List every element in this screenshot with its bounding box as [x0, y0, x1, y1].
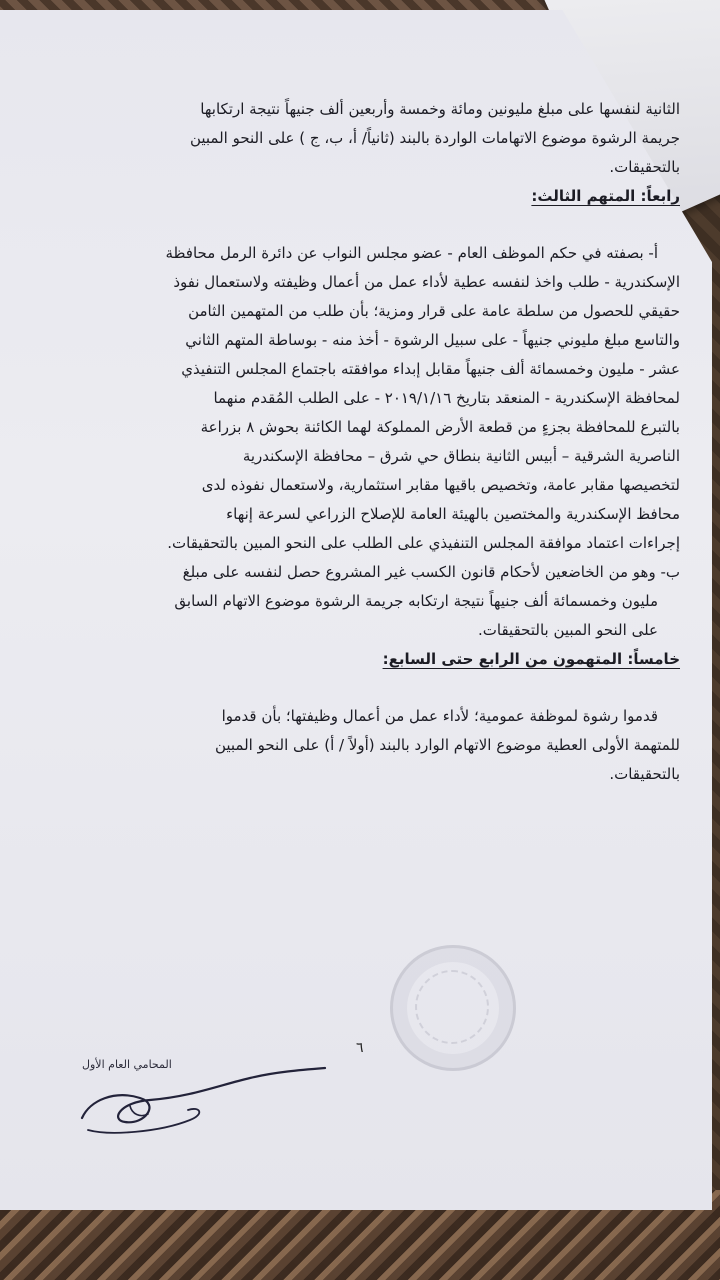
text-line: للمتهمة الأولى العطية موضوع الاتهام الوارد بالبند (أولاً / أ) على النحو المبين — [214, 736, 680, 754]
text-line: الثانية لنفسها على مبلغ مليونين ومائة وخمسة وأربعين ألف جنيهاً نتيجة ارتكابها — [200, 100, 680, 118]
text-line: بالتحقيقات. — [609, 765, 680, 783]
signature-title: المحامي العام الأول — [82, 1058, 172, 1071]
text-line: لمحافظة الإسكندرية - المنعقد بتاريخ ٢٠١٩/١/١٦ - على الطلب المُقدم منهما — [213, 389, 680, 407]
text-line: مليون وخمسمائة ألف جنيهاً نتيجة ارتكابه جريمة الرشوة موضوع الاتهام السابق — [174, 592, 658, 610]
text-line: الناصرية الشرقية – أبيس الثانية بنطاق حي شرق – محافظة الإسكندرية — [242, 447, 680, 465]
text-line: بالتبرع للمحافظة بجزءٍ من قطعة الأرض المملوكة لهما الكائنة بحوش ٨ بزراعة — [200, 418, 680, 436]
text-line: الإسكندرية - طلب واخذ لنفسه عطية لأداء عمل من أعمال وظيفته ولاستعمال نفوذ — [173, 273, 680, 291]
text-line: حقيقي للحصول من سلطة عامة على قرار ومزية؛ بأن طلب من المتهمين الثامن — [188, 302, 680, 320]
section-heading-fifth-defendants: خامساً: المتهمون من الرابع حتى السابع: — [382, 650, 680, 668]
signature-icon — [70, 1040, 340, 1140]
text-line: إجراءات اعتماد موافقة المجلس التنفيذي على الطلب على النحو المبين بالتحقيقات. — [167, 534, 680, 552]
text-line: على النحو المبين بالتحقيقات. — [478, 621, 658, 639]
text-line: جريمة الرشوة موضوع الاتهامات الواردة بالبند (ثانياً/ أ، ب، ج ) على النحو المبين — [189, 129, 680, 147]
text-line: أ- بصفته في حكم الموظف العام - عضو مجلس النواب عن دائرة الرمل محافظة — [165, 244, 658, 262]
official-stamp-inner — [415, 970, 489, 1044]
text-line: لتخصيصها مقابر عامة، وتخصيص باقيها مقابر استثمارية، ولاستعمال نفوذه لدى — [201, 476, 680, 494]
text-line: والتاسع مبلغ مليوني جنيهاً - على سبيل الرشوة - أخذ منه - بوساطة المتهم الثاني — [185, 331, 680, 349]
text-line: بالتحقيقات. — [609, 158, 680, 176]
text-line: ب- وهو من الخاضعين لأحكام قانون الكسب غير المشروع حصل لنفسه على مبلغ — [182, 563, 680, 581]
section-heading-fourth-defendant: رابعاً: المتهم الثالث: — [531, 187, 680, 205]
text-line: محافظ الإسكندرية والمختصين بالهيئة العامة للإصلاح الزراعي لسرعة إنهاء — [226, 505, 680, 523]
official-stamp — [390, 945, 516, 1071]
document-body — [60, 95, 680, 789]
text-line: عشر - مليون وخمسمائة ألف جنيهاً مقابل إبداء موافقته باجتماع المجلس التنفيذي — [181, 360, 680, 378]
page-number: ٦ — [356, 1040, 364, 1056]
text-line: قدموا رشوة لموظفة عمومية؛ لأداء عمل من أعمال وظيفتها؛ بأن قدموا — [221, 707, 658, 725]
